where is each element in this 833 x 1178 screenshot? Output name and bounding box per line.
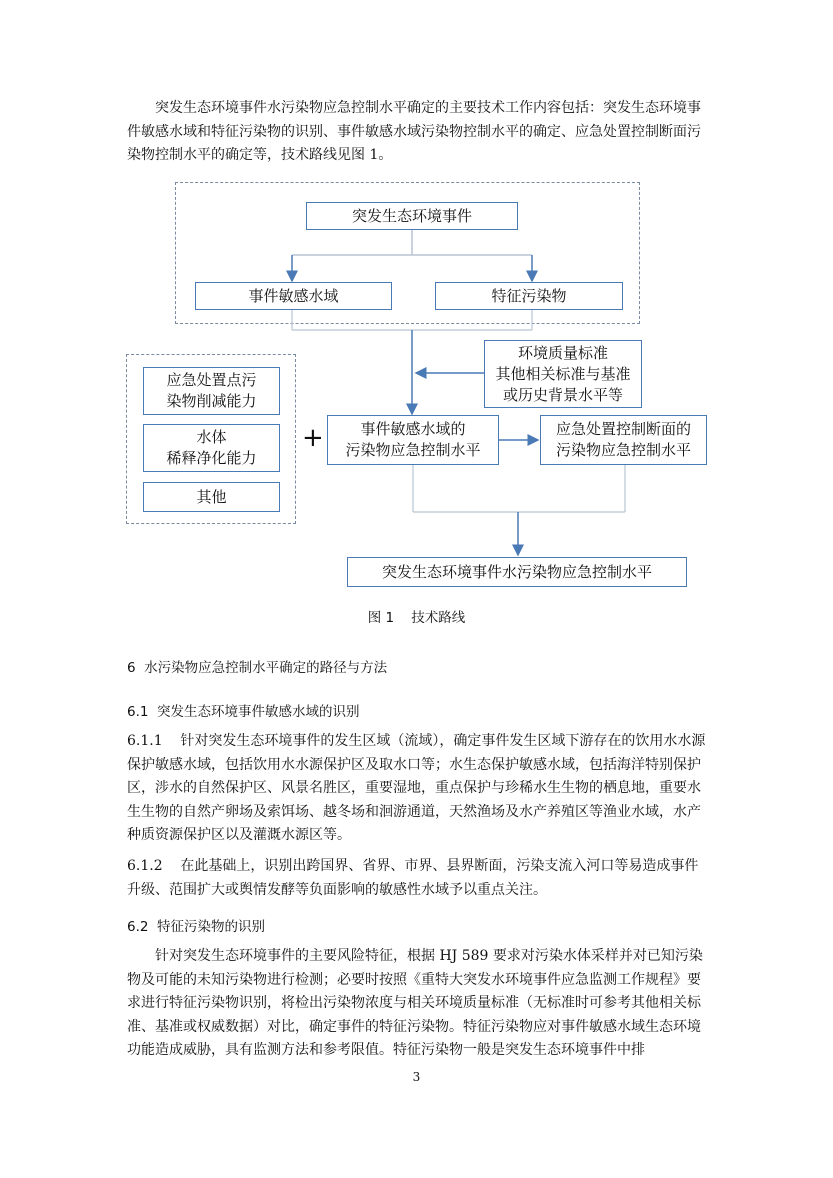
box-section-level [540,415,707,465]
section-level-line-2: 污染物应急控制水平 [555,441,691,459]
section-6-1-heading: 6.1 突发生态环境事件敏感水域的识别 [127,704,360,720]
sensitive-level-line-1: 事件敏感水域的 [360,420,466,438]
dilution-line-1: 水体 [196,428,227,446]
section-6-heading: 6 水污染物应急控制水平确定的路径与方法 [127,660,388,676]
reduction-line-1: 应急处置点污 [166,371,257,389]
box-other: 其他 [143,482,280,512]
box-top-event: 突发生态环境事件 [306,202,518,230]
page-number: 3 [412,1070,421,1084]
box-standards [484,340,642,408]
section-6-2-heading: 6.2 特征污染物的识别 [127,919,266,935]
paragraph-6-2: 针对突发生态环境事件的主要风险特征，根据 HJ 589 要求对污染水体采样并对已知污染物及可能的未知污染物进行检测；必要时按照《重特大突发水环境事件应急监测工作规程》要求进行特征污染物识别，将检出污染物浓度与相关环境质量标准（无标准时可参考其他相关标准、基准或权威数据）对比，确定事件的特征污染物。特征污染物应对事件敏感水域生态环境功能造成威胁，具有监测方法和参考限值。特征污染物一般是突发生态环境事件中排 [127,948,703,1058]
box-characteristic-pollutant: 特征污染物 [435,282,623,310]
standards-line-3: 或历史背景水平等 [502,385,623,404]
standards-line-2: 其他相关标准与基准 [495,364,631,383]
box-reduction-capacity [143,367,280,415]
figure-caption: 图 1 技术路线 [367,610,466,626]
paragraph-6-1-1: 6.1.1 针对突发生态环境事件的发生区域（流域），确定事件发生区域下游存在的饮用水水源保护敏感水域，包括饮用水水源保护区及取水口等；水生态保护敏感水域，包括海洋特别保护区，涉水的自然保护区、风景名胜区，重要湿地，重点保护与珍稀水生生物的栖息地，重要水生生物的自然产卵场及索饵场、越冬场和洄游通道，天然渔场及水产养殖区等渔业水域，水产种质资源保护区以及灌溉水源区等。 [127,733,706,843]
box-dilution-capacity [143,424,280,472]
intro-paragraph: 突发生态环境事件水污染物应急控制水平确定的主要技术工作内容包括：突发生态环境事件敏感水域和特征污染物的识别、事件敏感水域污染物控制水平的确定、应急处置控制断面污染物控制水平的确定等，技术路线见图 1。 [127,100,701,163]
dilution-line-2: 稀释净化能力 [166,449,257,467]
standards-line-1: 环境质量标准 [517,343,608,362]
paragraph-6-1-2: 6.1.2 在此基础上，识别出跨国界、省界、市界、县界断面，污染支流入河口等易造成事件升级、范围扩大或舆情发酵等负面影响的敏感性水域予以重点关注。 [127,858,699,898]
plus-sign: + [302,423,324,453]
box-final-level: 突发生态环境事件水污染物应急控制水平 [347,557,687,587]
box-sensitive-water: 事件敏感水域 [195,282,392,310]
section-level-line-1: 应急处置控制断面的 [555,420,691,438]
sensitive-level-line-2: 污染物应急控制水平 [345,441,481,459]
reduction-line-2: 染物削减能力 [166,392,257,410]
box-sensitive-level [327,415,499,465]
